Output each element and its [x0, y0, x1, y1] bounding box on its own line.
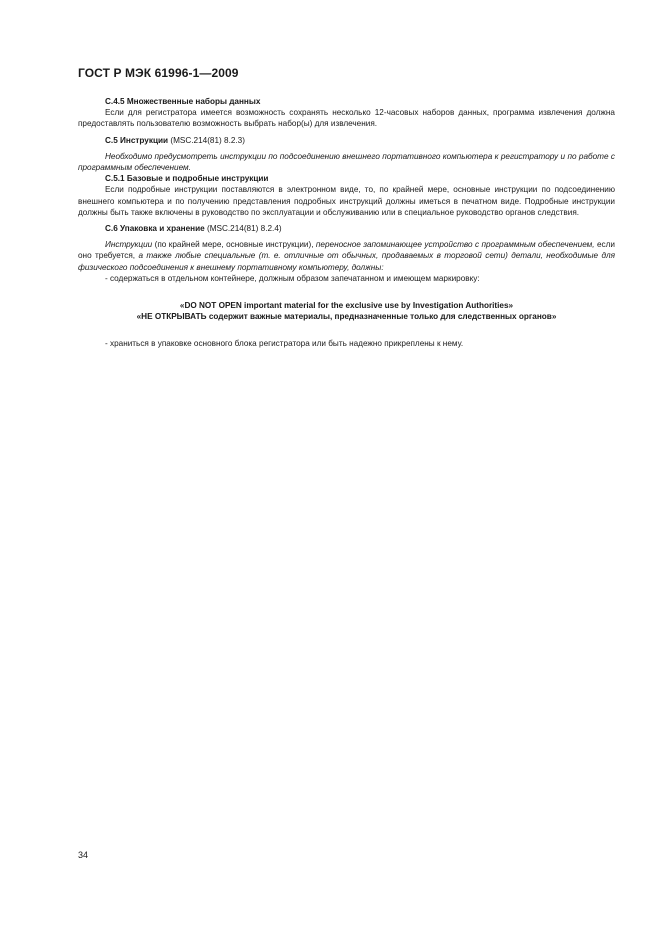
- c6-text-part-3: переносное запоминающее устройство с программным обеспечением,: [315, 240, 595, 250]
- c6-text-part-2: (по крайней мере, основные инструкции),: [152, 240, 316, 250]
- section-c6-reference: (MSC.214(81) 8.2.4): [204, 224, 282, 234]
- label-quote-english: «DO NOT OPEN important material for the exclusive use by Investigation Authorities»: [179, 301, 514, 311]
- section-c5-heading: [78, 135, 615, 146]
- c6-text-part-5: а также любые специальные (т. е. отличные от обычных, продаваемых в торговой сети) детали, необходимые для физического подсоединения к внешнему портативному компьютеру, должны:: [78, 251, 615, 272]
- section-c5-title: С.5 Инструкции: [105, 135, 169, 145]
- section-c6-heading: [78, 223, 615, 234]
- section-c6-title: С.6 Упаковка и хранение: [105, 224, 205, 234]
- list-item-sealed-container: - содержаться в отдельном контейнере, должным образом запечатанном и имеющем маркировку:: [105, 273, 480, 283]
- section-c51-text: Если подробные инструкции поставляются в электронном виде, то, по крайней мере, основные инструкции по подсоединению внешнего компьютера и по получению представления подробных инструкций должны иметься в печатном виде. Подробные инструкции должны быть также включены в руководство по эксплуатации и обслуживанию или в специальное руководство органов следствия.: [78, 185, 615, 217]
- c6-text-part-4: если оно требуется,: [78, 240, 615, 261]
- section-c5-text: Необходимо предусмотреть инструкции по подсоединению внешнего портативного компьютера к регистратору и по работе с программным обеспечением.: [78, 151, 615, 173]
- section-c6-text: [78, 239, 615, 273]
- section-c51-heading: С.5.1 Базовые и подробные инструкции: [105, 174, 269, 184]
- document-header: ГОСТ Р МЭК 61996-1—2009: [78, 66, 239, 80]
- page-content: [78, 96, 615, 350]
- label-quote-russian: «НЕ ОТКРЫВАТЬ содержит важные материалы, предназначенные только для следственных органов»: [136, 312, 557, 322]
- section-c5-reference: (MSC.214(81) 8.2.3): [168, 135, 245, 145]
- list-item-storage: - храниться в упаковке основного блока регистратора или быть надежно прикреплены к нему.: [105, 339, 464, 349]
- section-c45-text: Если для регистратора имеется возможность сохранять несколько 12-часовых наборов данных, программа извлечения должна предоставлять пользователю возможность выбрать набор(ы) для извлечения.: [78, 108, 615, 129]
- section-c45-heading: С.4.5 Множественные наборы данных: [105, 97, 261, 106]
- c6-text-part-1: Инструкции: [105, 240, 153, 250]
- page-number: 34: [78, 850, 89, 860]
